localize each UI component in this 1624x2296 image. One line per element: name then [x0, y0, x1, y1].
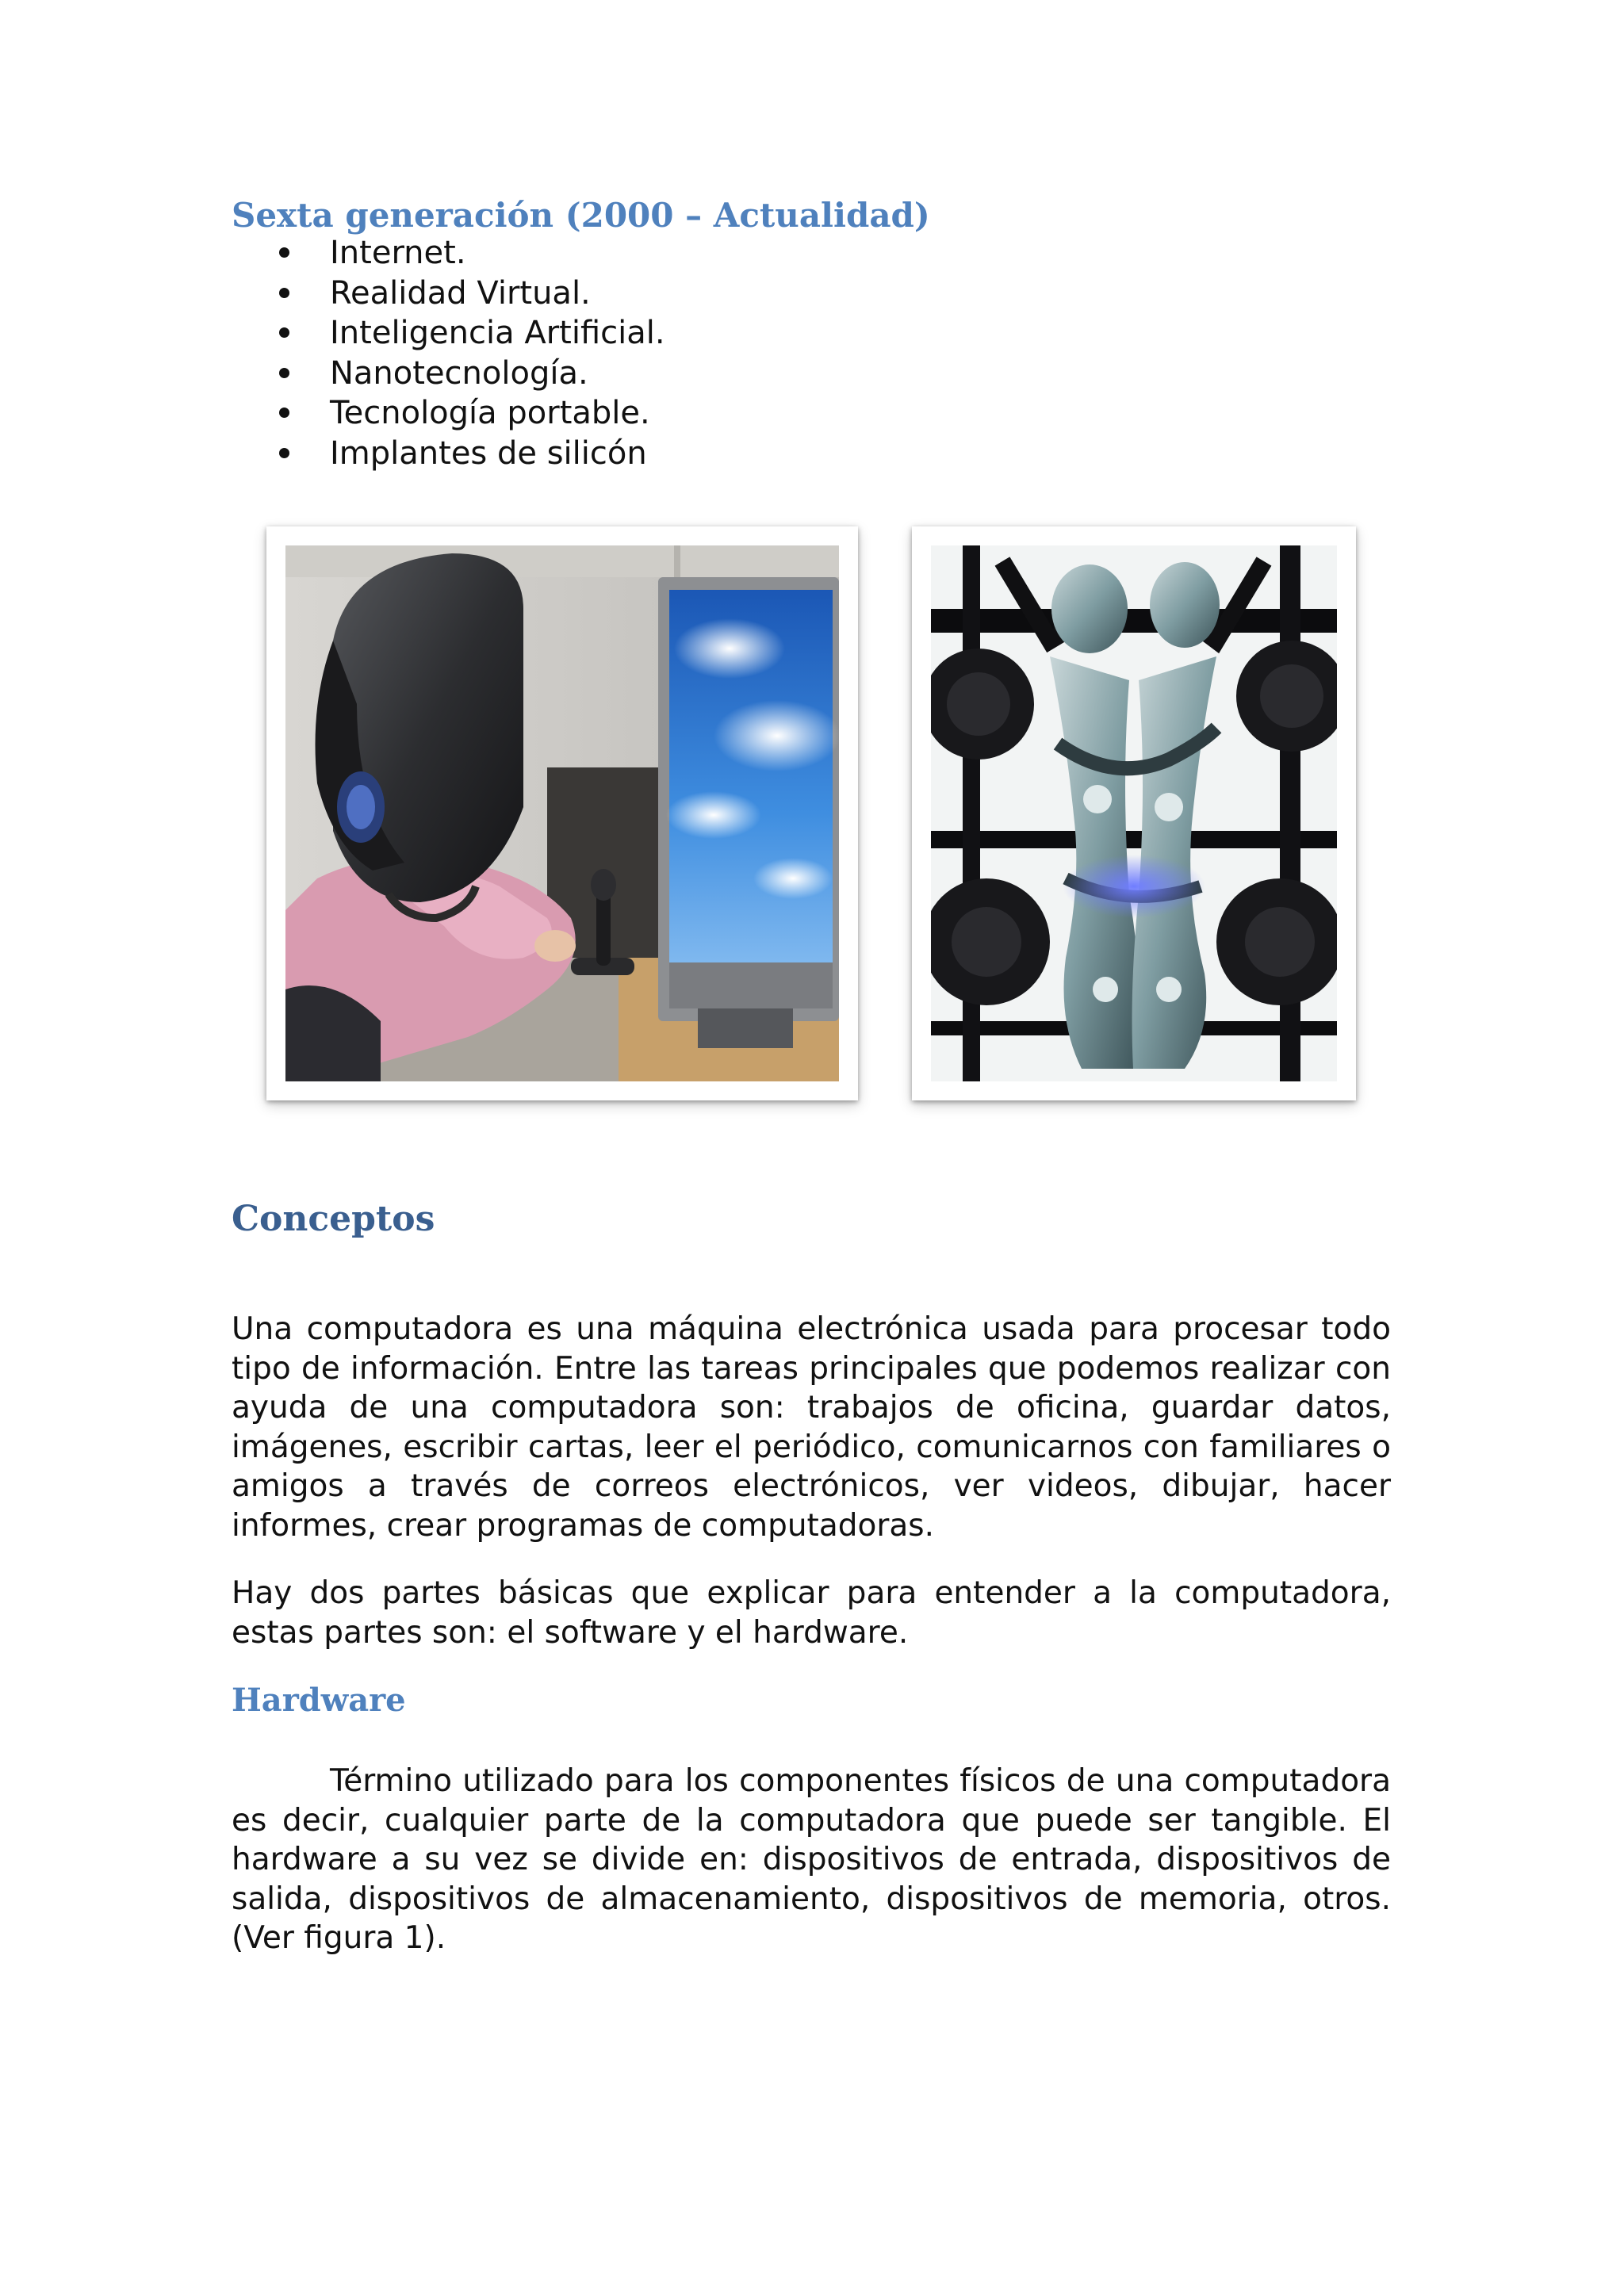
robots-photo: [912, 526, 1356, 1100]
vr-helmet-photo: [266, 526, 858, 1100]
list-item: [279, 313, 665, 354]
bullet-icon: [279, 368, 289, 378]
bullet-icon: [279, 448, 289, 458]
list-item: [279, 274, 665, 314]
list-item-text: Tecnología portable.: [330, 395, 650, 431]
hardware-paragraph: Término utilizado para los componentes físicos de una computadora es decir, cualquier parte de la computadora que puede ser tangible. El hardware a su vez se divide en: dispositivos de entrada, dispositivos de salida, dispositivos de almacenamiento, dispositivos de memoria, otros. (Ver figura 1).: [232, 1763, 1391, 1956]
bullet-icon: [279, 247, 289, 258]
list-item: [279, 233, 665, 274]
bullet-icon: [279, 288, 289, 298]
list-item: [279, 354, 665, 394]
list-item-text: Inteligencia Artificial.: [330, 315, 665, 351]
list-item: [279, 393, 665, 434]
generation-features-list: [279, 233, 665, 473]
list-item-text: Nanotecnología.: [330, 354, 588, 392]
conceptos-paragraph-2: Hay dos partes básicas que explicar para entender a la computadora, estas partes son: el software y el hardware.: [232, 1575, 1391, 1651]
robots-illustration: [931, 545, 1337, 1081]
bullet-icon: [279, 408, 289, 418]
heading-sexta-generacion: Sexta generación (2000 – Actualidad): [232, 196, 930, 235]
conceptos-paragraph-1: Una computadora es una máquina electrónica usada para procesar todo tipo de información. Entre las tareas principales que podemos realizar con ayuda de una computadora son: trabajos de oficina, guardar datos, imágenes, escribir cartas, leer el periódico, comunicarnos con familiares o amigos a través de correos electrónicos, ver videos, dibujar, hacer informes, crear programas de computadoras.: [232, 1311, 1391, 1544]
list-item-text: Implantes de silicón: [330, 434, 647, 472]
heading-conceptos: Conceptos: [232, 1199, 435, 1239]
list-item-text: Realidad Virtual.: [330, 274, 591, 312]
heading-hardware: Hardware: [232, 1682, 406, 1719]
bullet-icon: [279, 327, 289, 338]
list-item: [279, 434, 665, 474]
list-item-text: Internet.: [330, 235, 466, 271]
vr-helmet-illustration: [285, 545, 839, 1081]
